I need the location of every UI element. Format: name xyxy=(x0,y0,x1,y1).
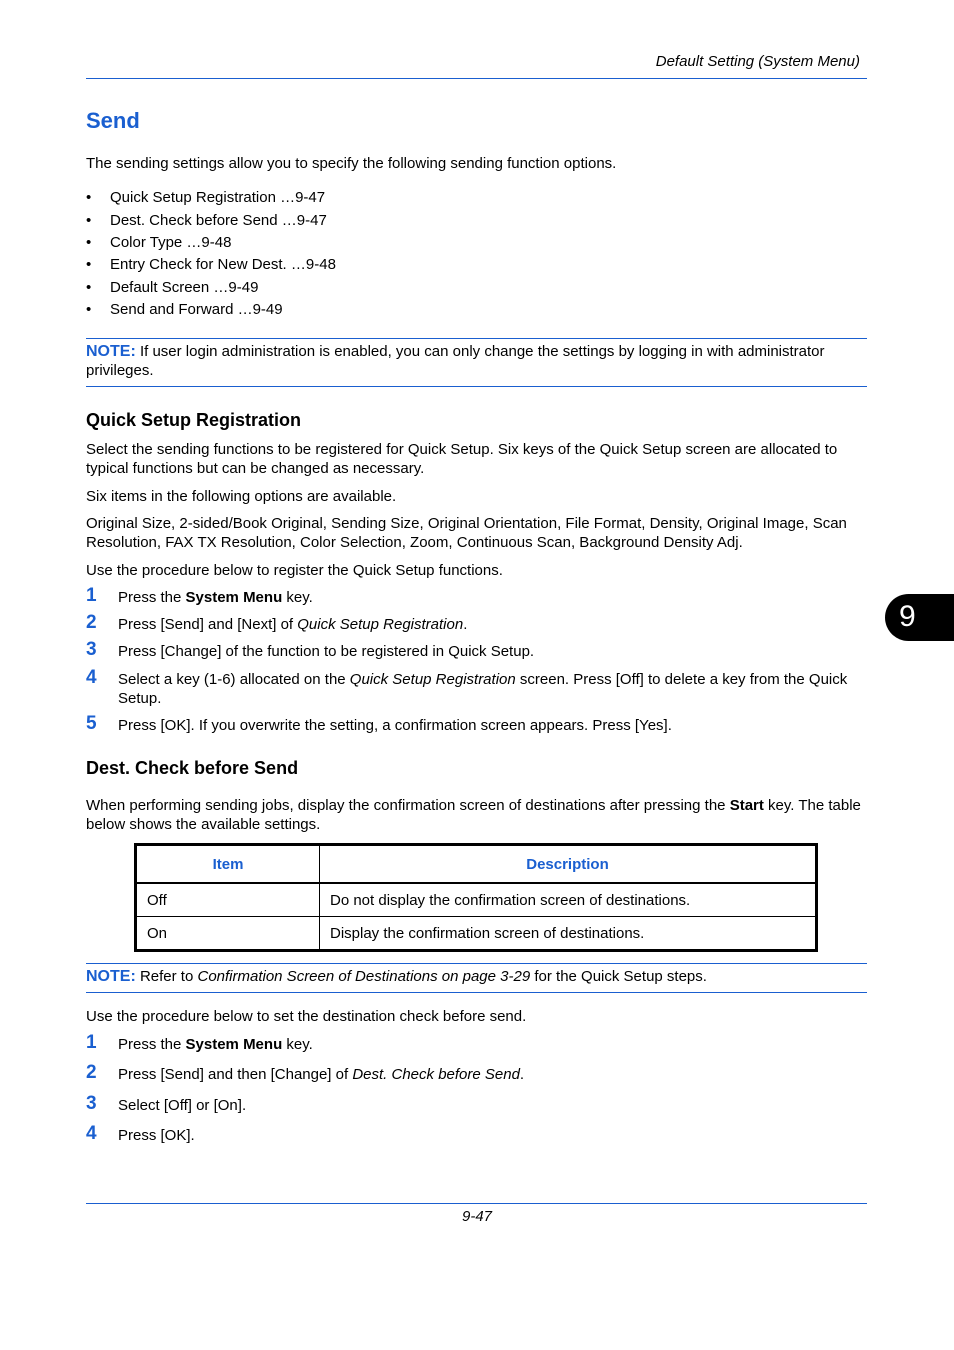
toc-item[interactable]: • Default Screen …9-49 xyxy=(86,279,259,296)
dest-check-paragraph: When performing sending jobs, display the confirmation screen of destinations after pressing the Start key. The table below shows the available settings. xyxy=(86,797,861,833)
bullet-dot: • xyxy=(86,189,92,206)
quick-setup-paragraph-1: Select the sending functions to be registered for Quick Setup. Six keys of the Quick Setup screen are allocated to typical functions but can be changed as necessary. xyxy=(86,441,838,477)
note-text: If user login administration is enabled, you can only change the settings by logging in with administrator privileges. xyxy=(86,343,825,379)
toc-item[interactable]: • Color Type …9-48 xyxy=(86,234,232,251)
cross-reference-link[interactable]: Confirmation Screen of Destinations on page 3-29 xyxy=(197,968,531,985)
quick-setup-heading: Quick Setup Registration xyxy=(86,410,302,430)
step-number: 3 xyxy=(86,639,97,660)
note-label: NOTE: xyxy=(86,968,136,985)
bullet-dot: • xyxy=(86,256,92,273)
note-admin xyxy=(86,342,867,380)
toc-item[interactable]: • Quick Setup Registration …9-47 xyxy=(86,189,326,206)
step-number: 1 xyxy=(86,585,97,606)
table-header-description: Description xyxy=(320,845,817,884)
running-header: Default Setting (System Menu) xyxy=(655,53,860,70)
intro-paragraph: The sending settings allow you to specify the following sending function options. xyxy=(86,155,617,172)
note-label: NOTE: xyxy=(86,343,136,360)
note-confirmation: NOTE: Refer to Confirmation Screen of Destinations on page 3-29 for the Quick Setup steps. xyxy=(86,968,707,985)
step-number: 2 xyxy=(86,612,97,633)
quick-setup-paragraph-2: Six items in the following options are available. xyxy=(86,488,397,505)
bullet-dot: • xyxy=(86,212,92,229)
table-row xyxy=(136,883,817,917)
settings-table xyxy=(134,843,818,952)
toc-item[interactable]: • Dest. Check before Send …9-47 xyxy=(86,212,327,229)
quick-setup-paragraph-4: Use the procedure below to register the Quick Setup functions. xyxy=(86,562,503,579)
table-cell-item: On xyxy=(136,917,320,951)
toc-item[interactable]: • Entry Check for New Dest. …9-48 xyxy=(86,256,336,273)
table-cell-item: Off xyxy=(136,883,320,917)
note-rule-bottom xyxy=(86,992,867,993)
note-rule-top xyxy=(86,963,867,964)
note-rule-bottom xyxy=(86,386,867,387)
dest-check-heading: Dest. Check before Send xyxy=(86,758,299,778)
table-cell-description: Display the confirmation screen of destinations. xyxy=(320,917,817,951)
step-number: 4 xyxy=(86,1123,97,1144)
step-number: 2 xyxy=(86,1062,97,1083)
table-header-row xyxy=(136,845,817,884)
toc-item[interactable]: • Send and Forward …9-49 xyxy=(86,301,283,318)
chapter-tab xyxy=(885,594,954,641)
step-number: 4 xyxy=(86,667,97,688)
section-title: Send xyxy=(86,108,140,133)
bullet-dot: • xyxy=(86,234,92,251)
table-row xyxy=(136,917,817,951)
quick-setup-options: Original Size, 2-sided/Book Original, Sending Size, Original Orientation, File Format, Density, Original Image, Scan Resolution, FAX TX Resolution, Color Selection, Zoom, Continuous Scan, Background Density Adj. xyxy=(86,515,847,551)
header-rule xyxy=(86,78,867,79)
chapter-tab-number: 9 xyxy=(899,600,916,633)
bullet-dot: • xyxy=(86,301,92,318)
note-rule-top xyxy=(86,338,867,339)
page-number: 9-47 xyxy=(461,1208,493,1225)
step-number: 3 xyxy=(86,1093,97,1114)
table-header-item: Item xyxy=(136,845,320,884)
step-number: 5 xyxy=(86,713,97,734)
dest-check-procedure-intro: Use the procedure below to set the destination check before send. xyxy=(86,1008,527,1025)
table-cell-description: Do not display the confirmation screen of destinations. xyxy=(320,883,817,917)
bullet-dot: • xyxy=(86,279,92,296)
step-number: 1 xyxy=(86,1032,97,1053)
footer-rule xyxy=(86,1203,867,1204)
